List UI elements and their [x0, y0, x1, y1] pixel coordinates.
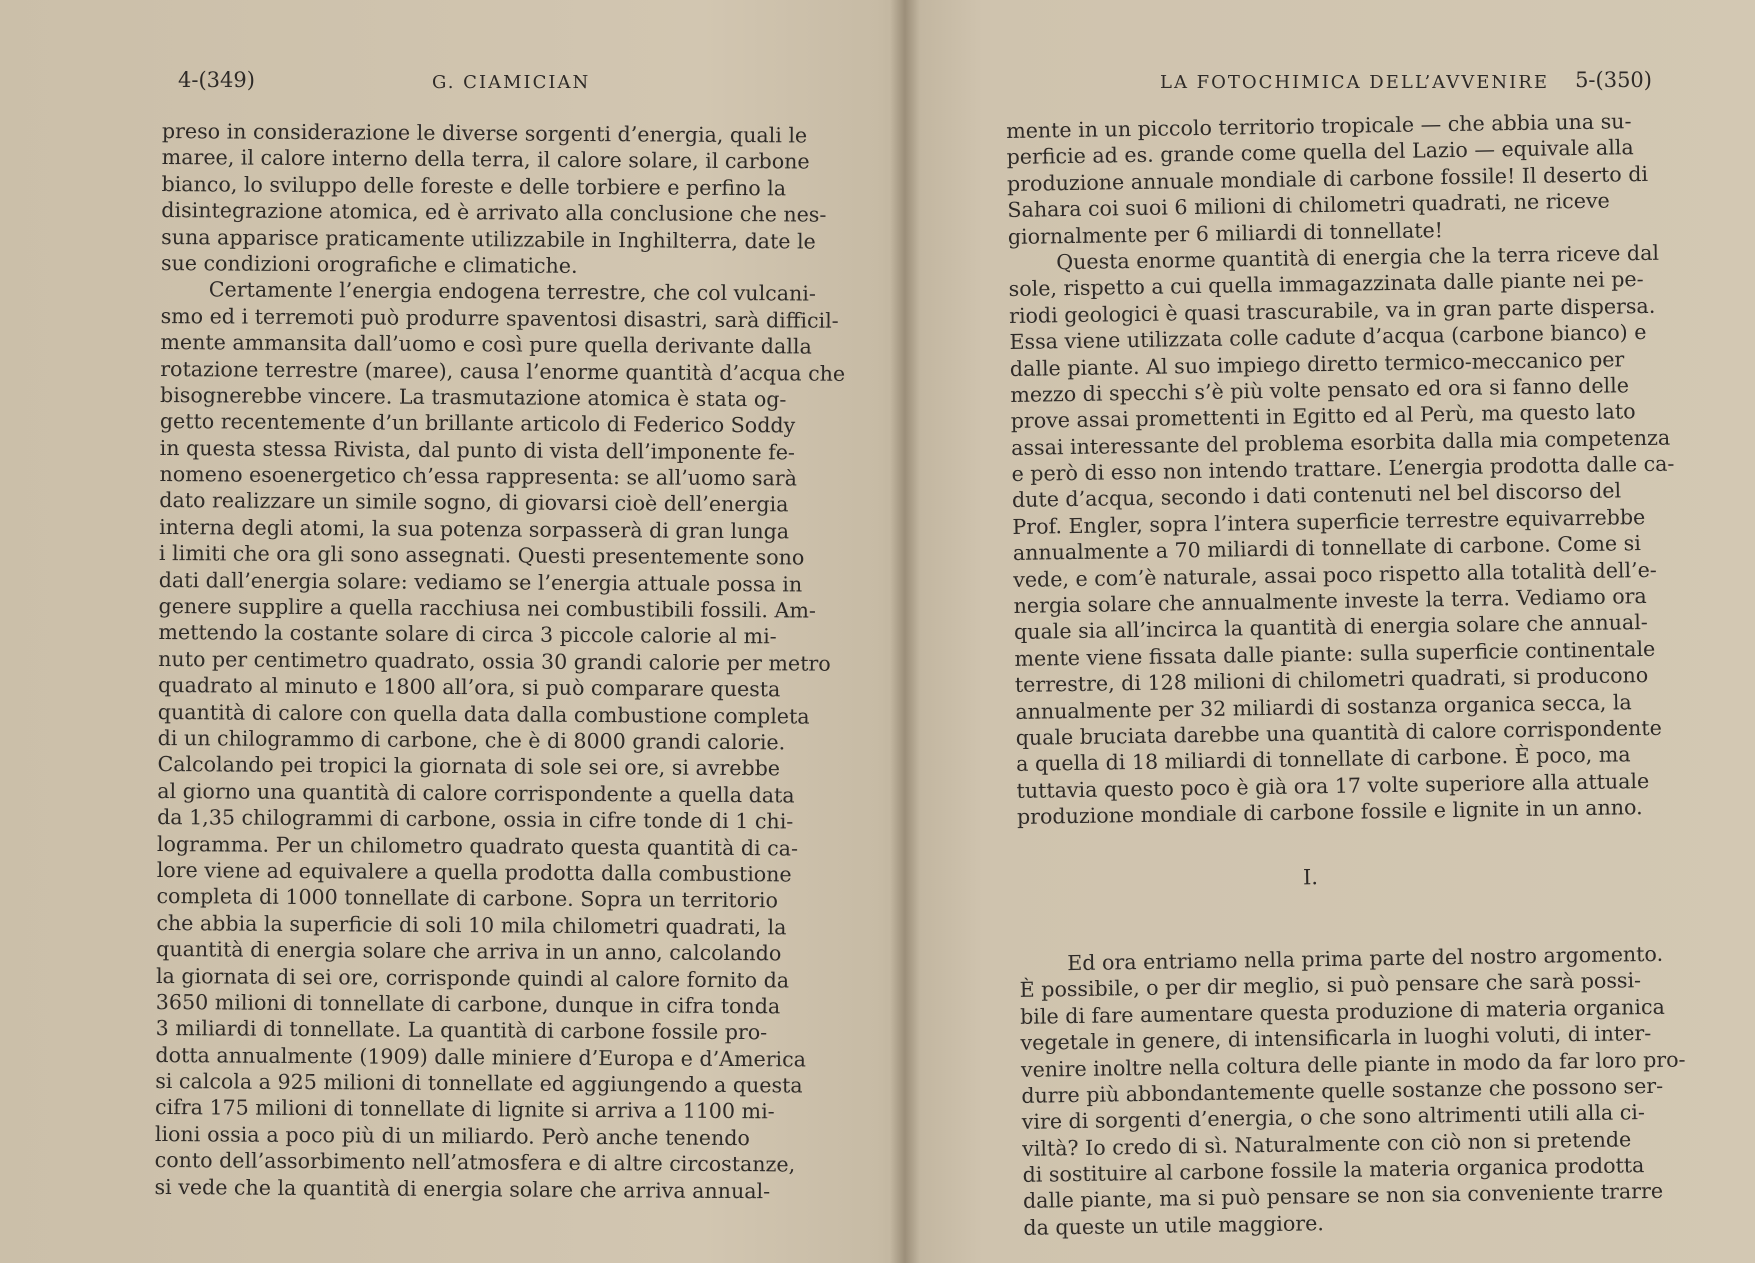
text-line: nomeno esoenergetico ch’essa rappresenta: se all’uomo sarà	[159, 462, 797, 491]
text-line: prove assai promettenti in Egitto ed al Perù, ma questo lato	[1010, 399, 1636, 434]
text-line: vede, e com’è naturale, assai poco rispetto alla totalità dell’e-	[1013, 557, 1657, 592]
text-line: viltà? Io credo di sì. Naturalmente con ciò non si pretende	[1022, 1126, 1632, 1161]
section-heading: I.	[1302, 864, 1319, 889]
text-line: quantità di energia solare che arriva in un anno, calcolando	[156, 937, 782, 966]
text-line: sue condizioni orografiche e climatiche.	[160, 250, 578, 278]
text-line: a quella di 18 miliardi di tonnellate di carbone. È poco, ma	[1015, 742, 1631, 777]
text-line: logramma. Per un chilometro quadrato questa quantità di ca-	[156, 831, 799, 861]
text-line: mezzo di specchi s’è più volte pensato ed ora si fanno delle	[1010, 373, 1630, 407]
text-line: conto dell’assorbimento nell’atmosfera e di altre circostanze,	[154, 1148, 796, 1177]
text-line: Questa enorme quantità di energia che la terra riceve dal	[1056, 240, 1660, 275]
text-line: dati dall’energia solare: vediamo se l’energia attuale possa in	[158, 567, 803, 597]
text-line: perficie ad es. grande come quella del Lazio — equivale alla	[1006, 135, 1634, 170]
text-line: Ed ora entriamo nella prima parte del nostro argomento.	[1067, 941, 1664, 976]
text-line: giornalmente per 6 miliardi di tonnellate!	[1007, 217, 1444, 249]
text-line: quantità di calore con quella data dalla combustione completa	[157, 699, 810, 729]
text-line: dalle piante, ma si può pensare se non sia conveniente trarre	[1022, 1179, 1664, 1214]
right-running-head: LA FOTOCHIMICA DELL’AVVENIRE	[1160, 72, 1549, 93]
left-page-header	[150, 68, 830, 98]
text-line: disintegrazione atomica, ed è arrivato alla conclusione che nes-	[161, 198, 827, 227]
text-line: durre più abbondantemente quelle sostanze che possono ser-	[1021, 1073, 1664, 1108]
text-line: vegetale in genere, di intensificarla in luoghi voluti, di inter-	[1020, 1021, 1652, 1055]
text-line: nuto per centimetro quadrato, ossia 30 grandi calorie per metro	[158, 646, 831, 676]
text-line: nergia solare che annualmente investe la terra. Vediamo ora	[1013, 584, 1647, 618]
text-line: di un chilogrammo di carbone, che è di 8000 grandi calorie.	[157, 725, 786, 755]
text-line: dalle piante. Al suo impiego diretto termico-meccanico per	[1009, 346, 1625, 381]
text-line: Calcolando pei tropici la giornata di sole sei ore, si avrebbe	[157, 752, 781, 781]
right-page-body	[1006, 109, 1686, 1241]
text-line: di sostituire al carbone fossile la materia organica prodotta	[1022, 1153, 1645, 1187]
text-line: interna degli atomi, la sua potenza sorpasserà di gran lunga	[159, 514, 790, 544]
text-line: assai interessante del problema esorbita dalla mia competenza	[1010, 425, 1671, 460]
text-line: bisognerebbe vincere. La trasmutazione atomica è stata og-	[159, 382, 787, 412]
text-line: suna apparisce praticamente utilizzabile in Inghilterra, date le	[161, 224, 816, 254]
text-line: in questa stessa Rivista, dal punto di vista dell’imponente fe-	[159, 435, 795, 465]
text-line: i limiti che ora gli sono assegnati. Questi presentemente sono	[158, 541, 805, 570]
text-line: e però di esso non intendo trattare. L’energia prodotta dalle ca-	[1011, 451, 1675, 487]
text-line: È possibile, o per dir meglio, si può pensare che sarà possi-	[1019, 968, 1642, 1003]
text-line: produzione mondiale di carbone fossile e lignite in un anno.	[1016, 795, 1643, 830]
text-line: riodi geologici è quasi trascurabile, va in gran parte dispersa.	[1008, 293, 1656, 328]
text-line: 3650 milioni di tonnellate di carbone, dunque in cifra tonda	[155, 989, 781, 1019]
text-line: da queste un utile maggiore.	[1023, 1210, 1325, 1240]
text-line: si calcola a 925 milioni di tonnellate ed aggiungendo a questa	[155, 1069, 803, 1098]
text-line: cifra 175 milioni di tonnellate di lignite si arriva a 1100 mi-	[155, 1095, 775, 1124]
right-page	[1000, 0, 1686, 1263]
left-page-number: 4-(349)	[178, 68, 255, 92]
text-line: mente viene fissata dalle piante: sulla superficie continentale	[1014, 636, 1656, 671]
text-line: annualmente a 70 miliardi di tonnellate di carbone. Come si	[1012, 531, 1642, 566]
text-line: smo ed i terremoti può produrre spaventosi disastri, sarà difficil-	[160, 303, 839, 333]
book-gutter	[890, 0, 920, 1263]
text-line: lore viene ad equivalere a quella prodotta dalla combustione	[156, 857, 792, 887]
text-line: dute d’acqua, secondo i dati contenuti nel bel discorso del	[1011, 478, 1622, 513]
text-line: mente in un piccolo territorio tropicale — che abbia una su-	[1006, 109, 1632, 143]
text-line: quadrato al minuto e 1800 all’ora, si può comparare questa	[157, 673, 781, 702]
text-line: Essa viene utilizzata colle cadute d’acqua (carbone bianco) e	[1009, 320, 1647, 355]
text-line: la giornata di sei ore, corrisponde quindi al calore fornito da	[155, 963, 790, 992]
text-line: annualmente per 32 miliardi di sostanza organica secca, la	[1015, 689, 1632, 724]
text-line: bile di fare aumentare questa produzione di materia organica	[1019, 994, 1665, 1029]
text-line: che abbia la superficie di soli 10 mila chilometri quadrati, la	[156, 910, 787, 940]
text-line: mettendo la costante solare di circa 3 piccole calorie al mi-	[158, 620, 777, 649]
left-running-head: G. CIAMICIAN	[432, 72, 591, 93]
text-line: dotta annualmente (1909) dalle miniere d’Europa e d’America	[155, 1042, 807, 1072]
text-line: da 1,35 chilogrammi di carbone, ossia in cifre tonde di 1 chi-	[157, 805, 794, 834]
text-line: maree, il calore interno della terra, il calore solare, il carbone	[161, 145, 810, 174]
text-line: completa di 1000 tonnellate di carbone. Sopra un territorio	[156, 884, 779, 913]
text-line: getto recentemente d’un brillante articolo di Federico Soddy	[159, 409, 796, 438]
text-line: Prof. Engler, sopra l’intera superficie terrestre equivarrebbe	[1012, 504, 1646, 539]
text-line: quale sia all’incirca la quantità di energia solare che annual-	[1013, 610, 1648, 645]
text-line: venire inoltre nella coltura delle piante in modo da far loro pro-	[1020, 1046, 1686, 1082]
text-line: Certamente l’energia endogena terrestre, che col vulcani-	[208, 277, 816, 306]
text-line: sole, rispetto a cui quella immagazzinata dalle piante nei pe-	[1008, 267, 1644, 302]
text-line: rotazione terrestre (maree), causa l’enorme quantità d’acqua che	[160, 356, 846, 386]
right-page-header	[1000, 68, 1680, 98]
text-line: preso in considerazione le diverse sorgenti d’energia, quali le	[161, 118, 808, 148]
text-line: vire di sorgenti d’energia, o che sono altrimenti utili alla ci-	[1021, 1100, 1646, 1135]
text-line: produzione annuale mondiale di carbone fossile! Il deserto di	[1006, 161, 1649, 196]
text-line: terrestre, di 128 milioni di chilometri quadrati, si producono	[1014, 663, 1649, 698]
left-page	[150, 0, 846, 1263]
text-line: quale bruciata darebbe una quantità di calore corrispondente	[1015, 715, 1662, 750]
text-line: genere supplire a quella racchiusa nei combustibili fossili. Am-	[158, 594, 816, 623]
text-line: bianco, lo sviluppo delle foreste e delle torbiere e perfino la	[161, 171, 787, 201]
text-line: lioni ossia a poco più di un miliardo. Però anche tenendo	[154, 1121, 750, 1150]
right-page-number: 5-(350)	[1575, 68, 1652, 92]
text-line: dato realizzare un simile sogno, di giovarsi cioè dell’energia	[159, 488, 789, 517]
text-line: 3 miliardi di tonnellate. La quantità di carbone fossile pro-	[155, 1016, 768, 1045]
text-line: mente ammansita dall’uomo e così pure quella derivante dalla	[160, 330, 812, 359]
text-line: Sahara coi suoi 6 milioni di chilometri quadrati, ne riceve	[1007, 188, 1610, 223]
text-line: tuttavia questo poco è già ora 17 volte superiore alla attuale	[1016, 768, 1650, 803]
left-page-body	[154, 118, 846, 1204]
text-line: si vede che la quantità di energia solare che arriva annual-	[154, 1174, 771, 1203]
text-line: al giorno una quantità di calore corrispondente a quella data	[157, 778, 795, 808]
